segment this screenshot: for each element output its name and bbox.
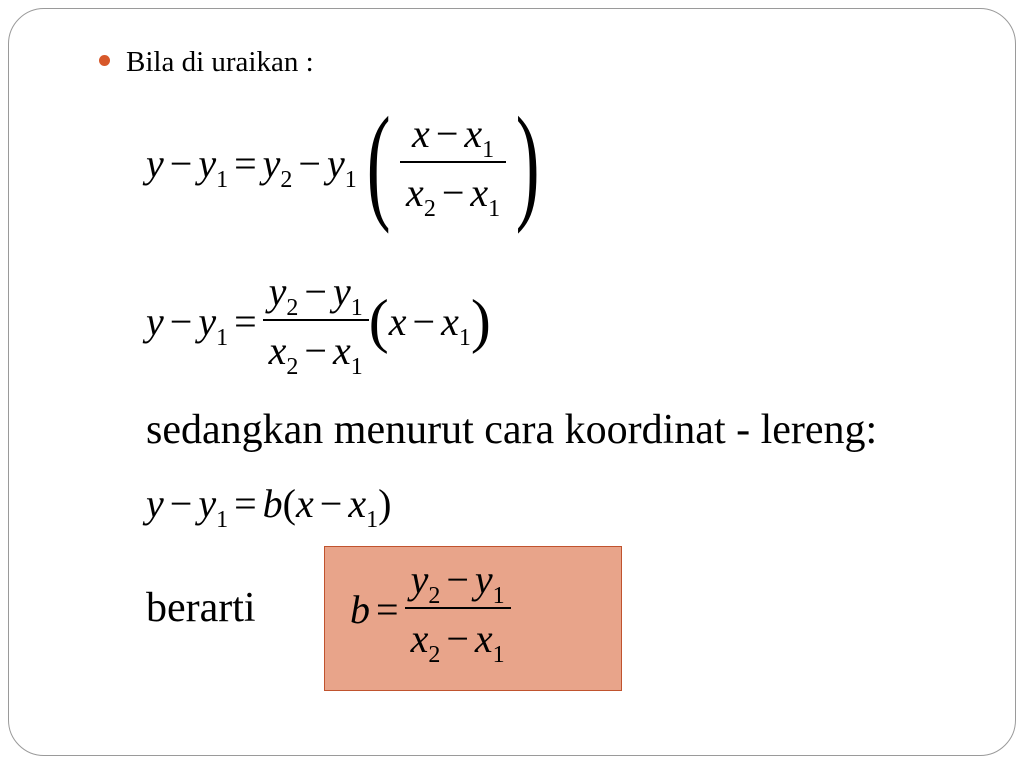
eq2-fraction (263, 268, 369, 380)
eq1-fraction (400, 110, 506, 222)
eq1-minus-1: − (169, 140, 193, 186)
eq2-numerator: $y_2 - y_1$ (268, 269, 363, 321)
result-b: b (350, 586, 370, 632)
equation-1 (146, 91, 549, 235)
eq2-tail-x: x (388, 298, 407, 344)
eq1-equals: = (234, 140, 257, 186)
result-numerator: $y_2 - y_1$ (410, 557, 505, 609)
eq2-paren-close: ) (470, 288, 491, 354)
eq2-minus-1: − (169, 298, 193, 344)
equation-3 (146, 480, 392, 533)
eq2-tail-x1: $x_1$ (441, 298, 471, 351)
eq3-x1: $x_1$ (348, 481, 379, 533)
eq1-lhs-y: y (146, 140, 164, 186)
result-denominator: $x_2 - x_1$ (405, 607, 511, 662)
equation-2 (146, 268, 491, 380)
result-formula (350, 556, 511, 668)
eq3-minus-1: − (169, 481, 193, 526)
eq2-equals: = (234, 298, 257, 344)
eq3-b: b (262, 481, 283, 526)
result-fraction (405, 556, 511, 668)
eq3-lhs-y1: $y_1$ (198, 481, 229, 533)
eq3-paren-close: ) (378, 481, 392, 526)
result-equals: = (376, 586, 399, 632)
bullet-dot-icon (99, 55, 110, 66)
eq1-rhs-y1: $y_1$ (326, 140, 357, 193)
eq2-lhs-y1: $y_1$ (198, 298, 229, 351)
eq2-paren-open: ( (368, 288, 389, 354)
eq1-minus-2: − (298, 140, 321, 186)
eq1-lhs-y1: $y_1$ (198, 140, 229, 193)
eq3-x: x (295, 481, 314, 526)
conclusion-label: berarti (146, 585, 256, 631)
eq1-paren-open: ( (366, 91, 391, 235)
sentence-text: sedangkan menurut cara koordinat - lereng: (146, 407, 878, 453)
eq2-minus-2: − (412, 298, 436, 344)
eq1-numerator: $x - x_1$ (412, 111, 495, 163)
eq3-lhs-y: y (146, 481, 164, 526)
eq1-rhs-y2: $y_2$ (262, 140, 293, 193)
eq1-denominator: $x_2 - x_1$ (400, 161, 506, 216)
eq1-paren-close: ) (515, 91, 540, 235)
eq2-denominator: $x_2 - x_1$ (263, 319, 369, 374)
bullet-text: Bila di uraikan : (126, 46, 314, 78)
eq3-equals: = (234, 481, 257, 526)
eq3-minus-2: − (319, 481, 343, 526)
eq3-paren-open: ( (282, 481, 296, 526)
eq2-lhs-y: y (146, 298, 164, 344)
